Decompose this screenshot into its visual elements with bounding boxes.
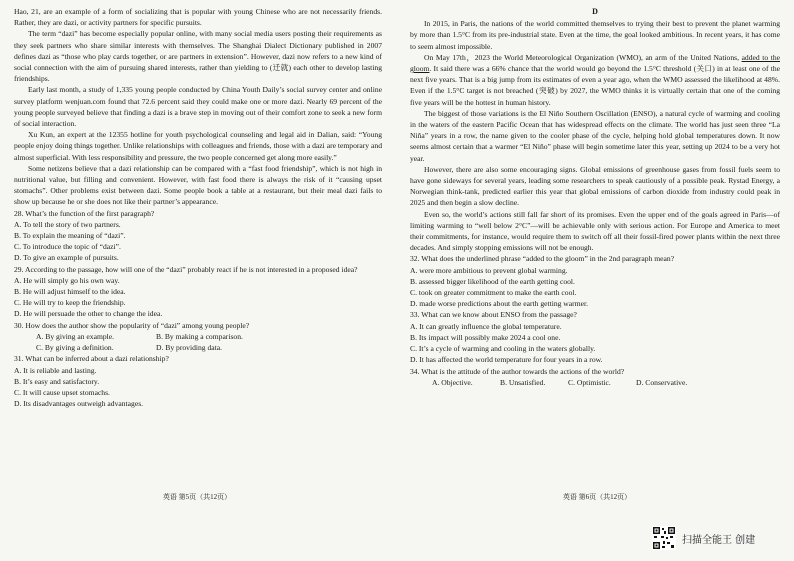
q32-option-d: D. made worse predictions about the earth getting warmer. — [410, 299, 588, 309]
left-column — [14, 6, 382, 409]
q32-option-b: B. assessed bigger likelihood of the earth getting cool. — [410, 276, 575, 286]
q28-option-d: D. To give an example of pursuits. — [14, 253, 119, 263]
q33-option-c: C. It’s a cycle of warming and cooling in the waters globally. — [410, 344, 596, 354]
q30-options-row-1 — [36, 331, 382, 342]
q34-option-a: A. Objective. — [432, 377, 473, 387]
q30-options-row-2 — [36, 342, 382, 353]
question-30: 30. How does the author show the popularity of “dazi” among young people? — [14, 320, 250, 330]
question-32: 32. What does the underlined phrase “added to the gloom” in the 2nd paragraph mean? — [410, 254, 675, 264]
q30-option-c: C. By giving a definition. — [36, 343, 114, 353]
section-heading: D — [592, 7, 598, 16]
q33-option-a: A. It can greatly influence the global temperature. — [410, 321, 562, 331]
left-page — [0, 0, 394, 561]
q32-option-a: A. were more ambitious to prevent global warming. — [410, 265, 568, 275]
left-paragraph-2: The term “dazi” has become especially popular online, with many social media users posting their requirements as they seek partners who share similar interests with themselves. The Shanghai Dialect Dictionary published in 2007 defines dazi as “those who play cards together, or are partners in extension”. However, dazi now refers to a new kind of social connection with the aim of pursuing shared interests, rather than yielding to (迁就) each other to develop lasting friendships. — [14, 29, 382, 84]
q30-option-b: B. By making a comparison. — [156, 331, 243, 341]
left-paragraph-4: Xu Kun, an expert at the 12355 hotline for youth psychological counseling and legal aid in Dalian, said: “Young people enjoy doing things together. Unlike relationships with colleagues and friends, those with a dazi are temporary and almost superficial. With less responsibility and pressure, the two people concerned get along more easily.” — [14, 130, 382, 162]
q29-option-d: D. He will persuade the other to change the idea. — [14, 309, 163, 319]
right-page-footer: 英语 第6页（共12页） — [562, 493, 632, 501]
left-paragraph-1: Hao, 21, are an example of a form of socializing that is popular with young Chinese who are not necessarily friends. Rather, they are dazi, or activity partners for specific pursuits. — [14, 7, 382, 28]
q32-option-c: C. took on greater commitment to make the earth cool. — [410, 288, 577, 298]
right-paragraph-5: Even so, the world’s actions still fall far short of its promises. Even the upper end of the goals agreed in Paris—of limiting warming to “well below 2°C”—will be achievable only with serious action. For Europe and America to meet their commitments, for instance, would require them to switch off all their fossil-fired power plants within the next three decades. And simply stopping emissions will not be enough. — [410, 209, 780, 253]
q31-option-d: D. Its disadvantages outweigh advantages. — [14, 399, 144, 409]
right-page — [400, 0, 794, 561]
right-paragraph-2-rest: . It said there was a 66% chance that the world would go beyond the 1.5°C threshold (关口) in at least one of the next five years. That is a big jump from its estimates of even a year ago, when the WMO assessed the likelihood at 48%. Even if the 1.5°C target is not breached (突破) by 2027, the WMO thinks it is virtually certain that one of the coming five years will be the hottest in human history. — [410, 64, 780, 107]
question-29: 29. According to the passage, how will one of the “dazi” probably react if he is not interested in a proposed idea? — [14, 264, 358, 274]
question-33: 33. What can we know about ENSO from the passage? — [410, 310, 577, 320]
q33-option-d: D. It has affected the world temperature for four years in a row. — [410, 355, 603, 365]
right-paragraph-2 — [410, 52, 780, 108]
q31-option-c: C. It will cause upset stomachs. — [14, 387, 110, 397]
question-34: 34. What is the attitude of the author towards the actions of the world? — [410, 366, 625, 376]
q28-option-c: C. To introduce the topic of “dazi”. — [14, 242, 121, 252]
left-paragraph-3: Early last month, a study of 1,335 young people conducted by China Youth Daily’s social survey center and online survey platform wenjuan.com found that 72.6 percent said they could make one or more dazi. Nearly 69 percent of the young people surveyed believe that finding a dazi is a brave step in moving out of their comfort zone to seek a new form of social interaction. — [14, 85, 382, 129]
q29-option-a: A. He will simply go his own way. — [14, 275, 120, 285]
right-paragraph-4: However, there are also some encouraging signs. Global emissions of greenhouse gases from fossil fuels seem to have gone sideways for several years, leading some researchers to speak cautiously of a possible peak. Rystad Energy, a Norwegian think-tank, predicted earlier this year that global emissions of carbon dioxide from industry could peak in 2025 and then begin a slow decline. — [410, 164, 780, 208]
q34-option-c: C. Optimistic. — [568, 377, 611, 387]
q29-option-b: B. He will adjust himself to the idea. — [14, 287, 126, 297]
qr-code-icon — [652, 526, 676, 550]
scanner-watermark: 扫描全能王 创建 — [682, 535, 756, 546]
question-31: 31. What can be inferred about a dazi relationship? — [14, 354, 169, 364]
q31-option-a: A. It is reliable and lasting. — [14, 365, 97, 375]
q30-option-a: A. By giving an example. — [36, 331, 115, 341]
left-paragraph-5: Some netizens believe that a dazi relationship can be compared with a “fast food friendship”, which is not high in nutritional value, but filling and convenient. However, with fast food there is always the risk of it “causing upset stomachs”. Other problems exist between dazi. Some people book a table at a restaurant, but their meal dazi fails to show up because he or she does not like their partner’s appearance. — [14, 163, 382, 207]
q29-option-c: C. He will try to keep the friendship. — [14, 298, 126, 308]
q31-option-b: B. It’s easy and satisfactory. — [14, 376, 100, 386]
question-28: 28. What’s the function of the first paragraph? — [14, 208, 155, 218]
right-paragraph-1: In 2015, in Paris, the nations of the world committed themselves to trying their best to prevent the planet warming by more than 1.5°C from its pre-industrial state. Even at the time, the goal looked ambitious. In recent years, it has come to seem almost impossible. — [410, 19, 780, 51]
q33-option-b: B. Its impact will possibly make 2024 a cool one. — [410, 332, 561, 342]
q30-option-d: D. By providing data. — [156, 343, 223, 353]
q28-option-a: A. To tell the story of two partners. — [14, 219, 121, 229]
q34-options — [432, 377, 780, 388]
right-column — [410, 6, 780, 388]
q28-option-b: B. To explain the meaning of “dazi”. — [14, 231, 126, 241]
left-page-footer: 英语 第5页（共12页） — [162, 493, 232, 501]
underlined-phrase: added to the gloom — [410, 52, 780, 74]
q34-option-d: D. Conservative. — [636, 377, 688, 387]
right-paragraph-2-start: On May 17th，2023 the World Meteorological Organization (WMO), an arm of the United Nations, — [424, 52, 742, 62]
q34-option-b: B. Unsatisfied. — [500, 377, 546, 387]
right-paragraph-3: The biggest of those variations is the El Niño Southern Oscillation (ENSO), a natural cycle of warming and cooling in the waters of the eastern Pacific Ocean that has widespread effects on the climate. The world has just seen three “La Niña” years in a row, the name given to the cooler phase of the cycle, helping hold global temperatures down. It now seems almost certain that a warmer “El Niño” phase will begin sometime later this year, setting up 2024 to be a very hot year. — [410, 108, 780, 163]
